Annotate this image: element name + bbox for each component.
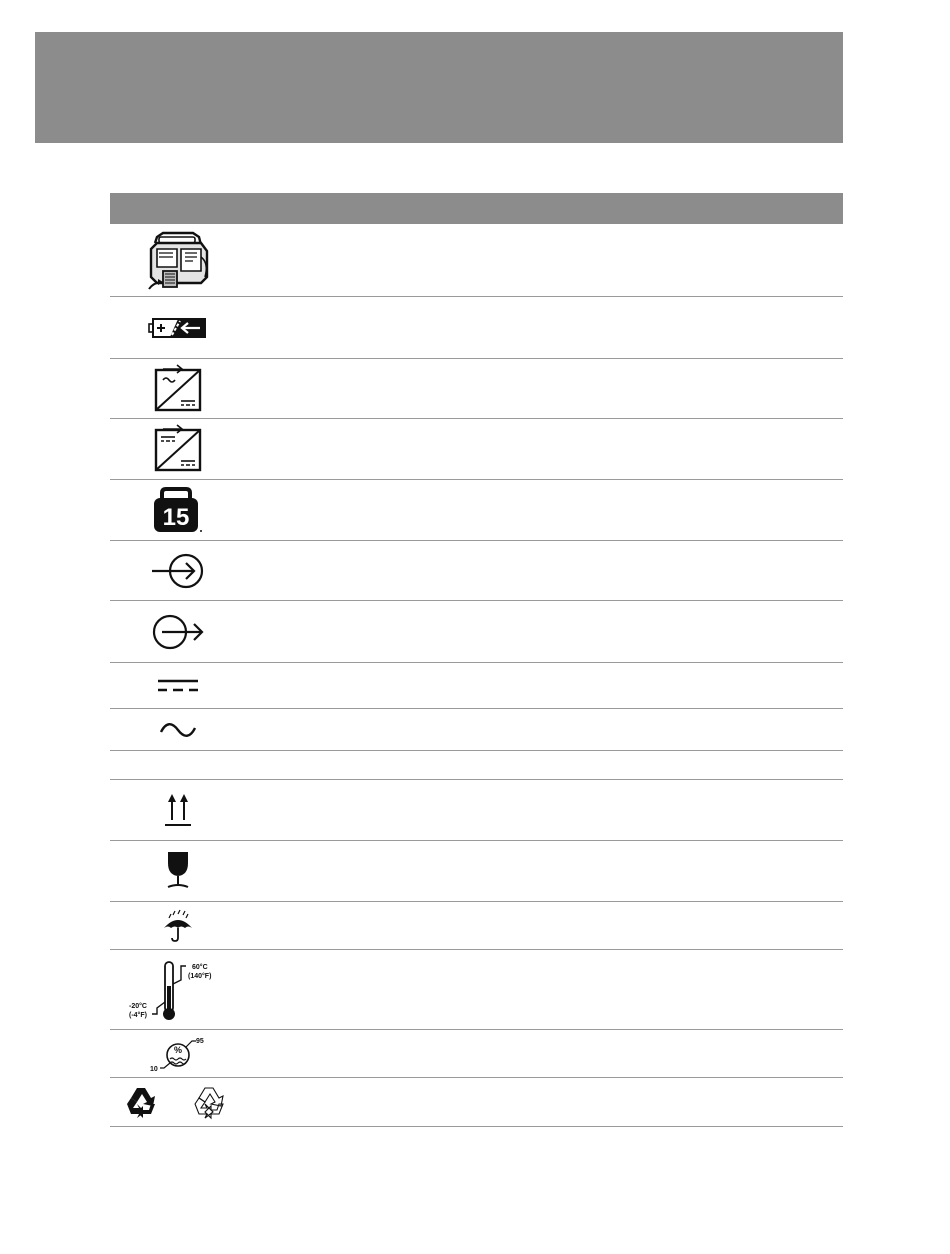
symbol-cell [110,780,245,840]
symbol-cell [110,663,245,708]
humidity-unit: % [173,1044,182,1055]
symbol-cell [110,297,245,358]
output-icon [150,612,206,652]
temperature-low-c: -20°C [128,1002,147,1010]
battery-charging-icon [148,315,208,341]
dc-dc-converter-icon [153,424,203,474]
temperature-high-f: (140°F) [187,972,211,980]
table-row [110,224,843,297]
symbol-cell [110,480,245,540]
battery-module-15-icon [150,485,206,535]
temperature-low-f: (-4°F) [128,1011,147,1019]
input-icon [150,551,206,591]
table-header [110,193,843,224]
symbol-cell [110,902,245,949]
symbol-cell [110,709,245,750]
table-row [110,663,843,709]
table-row [110,751,843,780]
symbol-cell [110,1030,245,1077]
table-row [110,950,843,1030]
keep-dry-icon [161,908,195,944]
table-row [110,419,843,480]
symbol-cell [110,1078,245,1126]
fragile-icon [163,849,193,893]
symbol-cell [110,950,245,1029]
ac-dc-converter-icon [153,364,203,414]
temperature-limit-icon [128,958,228,1022]
humidity-high: 95 [195,1037,204,1045]
table-row [110,541,843,601]
table-row [110,1030,843,1078]
humidity-limit-icon [148,1035,208,1073]
table-row [110,780,843,841]
humidity-low: 10 [149,1065,158,1073]
table-row [110,297,843,359]
symbol-cell [110,419,245,479]
chapter-header-band [35,32,843,143]
symbol-cell [110,751,245,779]
symbol-cell [110,541,245,600]
table-row [110,841,843,902]
table-row [110,359,843,419]
alternating-current-icon [158,720,198,740]
symbol-cell [110,224,245,296]
symbol-table [110,193,843,1127]
table-row [110,601,843,663]
temperature-high-c: 60°C [191,963,208,971]
module-number: 15 [162,504,189,531]
symbol-cell [110,359,245,418]
symbol-cell [110,841,245,901]
direct-current-icon [156,676,200,696]
table-row [110,480,843,541]
this-way-up-icon [163,790,193,830]
table-row [110,902,843,950]
symbol-cell [110,601,245,662]
device-battery-insert-icon [143,227,213,293]
table-row [110,1078,843,1127]
table-row [110,709,843,751]
recycle-icon [123,1084,233,1120]
